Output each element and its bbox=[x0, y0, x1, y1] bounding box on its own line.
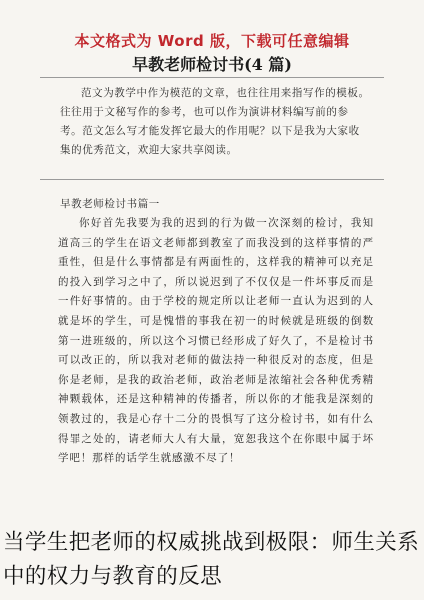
divider-top bbox=[40, 77, 384, 78]
body-text: 你好首先我要为我的迟到的行为做一次深刻的检讨，我知道高三的学生在语文老师都到教室了而我没到的这样事情的严重性，但是什么事情都是有两面性的，这样我的精神可以充足的投入到学习之中了，所以说迟到了不仅仅是一件坏事反而是一件好事情的。由于学校的规定所以让老师一直认为迟到的人就是坏的学生，可是愧惜的事我在初一的时候就是班级的倒数第一进班级的，所以这个习惯已经形成了好久了，不是检讨书可以改正的，所以我对老师的做法持一种很反对的态度，但是你是老师，是我的政治老师，政治老师是浓缩社会各种优秀精神颗载体，还是这种精神的传播者，所以你的才能我是深刻的领教过的，我是心存十二分的畏惧写了这分检讨书，如有什么得罪之处的，请老师大人有大量，宽恕我这个在你眼中属于坏学吧！那样的话学生就感激不尽了！ bbox=[58, 217, 374, 465]
intro-text: 范文为教学中作为模范的文章，也往往用来指写作的模板。往往用于文秘写作的参考，也可以作为演讲材料编写前的参考。范文怎么写才能发挥它最大的作用呢？以下是我为大家收集的优秀范文，欢迎大家共享阅读。 bbox=[60, 87, 370, 156]
document-title: 早教老师检讨书(4 篇) bbox=[132, 55, 292, 74]
format-notice-banner: 本文格式为 Word 版，下载可任意编辑 bbox=[74, 32, 350, 50]
divider-bottom bbox=[40, 179, 384, 180]
overlay-caption: 当学生把老师的权威挑战到极限：师生关系中的权力与教育的反思 bbox=[3, 530, 420, 589]
body-paragraph bbox=[58, 214, 374, 469]
intro-paragraph bbox=[60, 84, 370, 160]
section-title: 早教老师检讨书篇一 bbox=[60, 198, 160, 210]
